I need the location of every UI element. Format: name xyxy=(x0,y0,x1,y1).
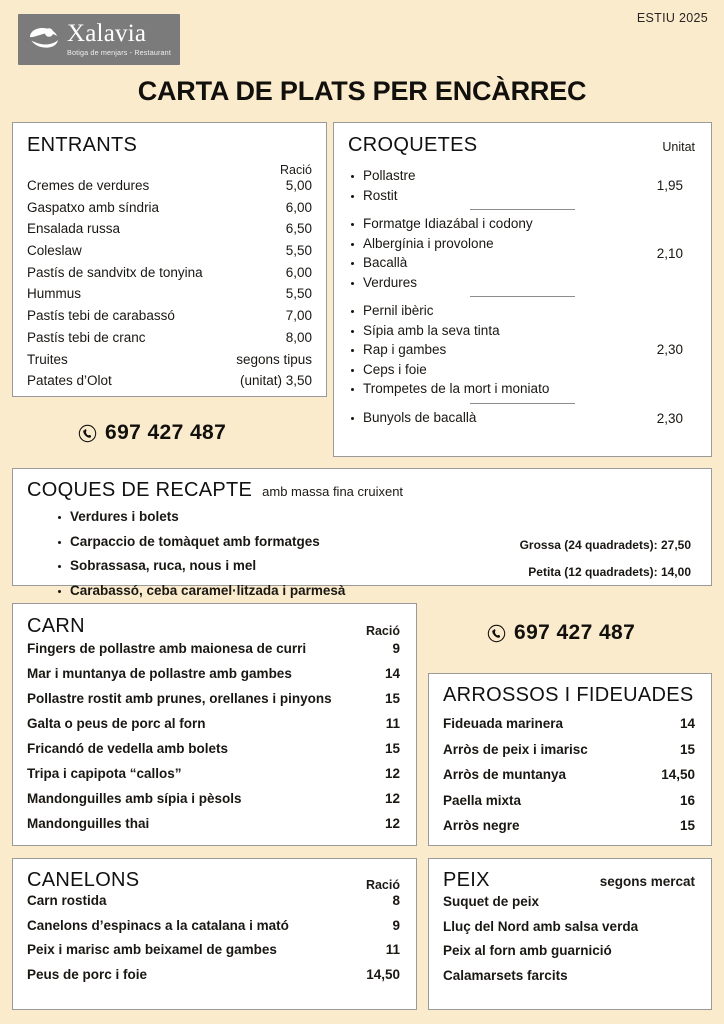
entrants-unit-label: Ració xyxy=(280,163,312,177)
section-entrants xyxy=(12,122,327,397)
item-price: 5,00 xyxy=(285,178,312,193)
group-price: 2,10 xyxy=(656,245,683,261)
item-name: Pastís de sandvitx de tonyina xyxy=(27,264,203,280)
section-title-coques: COQUES DE RECAPTE xyxy=(27,479,253,501)
phone-circle-icon xyxy=(487,624,506,643)
phone-number-primary[interactable] xyxy=(78,421,226,445)
list-item xyxy=(27,667,400,681)
section-title-arrossos: ARROSSOS I FIDEUADES xyxy=(443,684,694,706)
item-price: 11 xyxy=(385,942,400,957)
item-name: Pastís tebi de carabassó xyxy=(27,308,175,324)
item-name: Lluç del Nord amb salsa verda xyxy=(443,918,639,934)
list-item xyxy=(27,179,312,193)
list-item: Pollastre xyxy=(348,169,416,183)
list-item xyxy=(443,768,695,782)
group-divider xyxy=(470,296,575,297)
section-title-entrants: ENTRANTS xyxy=(27,134,138,156)
list-item xyxy=(27,968,400,982)
item-name: Mar i muntanya de pollastre amb gambes xyxy=(27,666,292,681)
item-price: 9 xyxy=(392,917,400,933)
list-item xyxy=(443,895,695,909)
croquetes-group xyxy=(348,304,695,396)
canelons-unit-label: Ració xyxy=(365,878,400,892)
item-price: 12 xyxy=(384,791,400,806)
list-item: Sobrassasa, ruca, nous i mel xyxy=(55,559,345,573)
list-item xyxy=(443,717,695,731)
carn-unit-label: Ració xyxy=(365,624,400,638)
list-item xyxy=(27,792,400,806)
list-item: Carabassó, ceba caramel·litzada i parmesà xyxy=(55,584,345,598)
item-name: Suquet de peix xyxy=(443,894,540,909)
coques-price-petita: Petita (12 quadradets): 14,00 xyxy=(528,565,691,579)
list-item: Pernil ibèric xyxy=(348,304,549,318)
item-name: Fricandó de vedella amb bolets xyxy=(27,741,229,756)
item-name: Fideuada marinera xyxy=(443,716,564,731)
section-croquetes xyxy=(333,122,712,457)
item-name: Peix i marisc amb beixamel de gambes xyxy=(27,942,277,957)
list-item xyxy=(443,819,695,833)
phone-circle-icon xyxy=(78,424,97,443)
list-item xyxy=(27,717,400,731)
item-price: 9 xyxy=(392,641,400,656)
item-name: Coleslaw xyxy=(27,243,82,259)
coques-price-grossa: Grossa (24 quadradets): 27,50 xyxy=(519,538,691,552)
list-item xyxy=(27,742,400,756)
list-item xyxy=(27,353,312,367)
section-coques-de-recapte xyxy=(12,468,712,598)
list-item xyxy=(443,920,695,934)
item-name: Gaspatxo amb síndria xyxy=(27,199,160,215)
group-price: 1,95 xyxy=(656,178,683,193)
list-item: Carpaccio de tomàquet amb formatges xyxy=(55,535,345,549)
phone-number-secondary[interactable] xyxy=(487,621,635,645)
item-name: Arròs de muntanya xyxy=(443,767,567,782)
group-divider xyxy=(470,403,575,404)
croquetes-group xyxy=(348,411,695,426)
group-price: 2,30 xyxy=(656,342,683,358)
list-item: Sípia amb la seva tinta xyxy=(348,324,549,338)
item-name: Mandonguilles thai xyxy=(27,816,150,831)
peix-item-list xyxy=(443,895,695,982)
item-price: 6,00 xyxy=(285,264,312,280)
list-item: Ceps i foie xyxy=(348,363,549,377)
entrants-item-list xyxy=(27,179,312,388)
item-price: (unitat) 3,50 xyxy=(239,373,312,389)
list-item xyxy=(27,222,312,236)
list-item xyxy=(27,287,312,301)
section-title-peix: PEIX xyxy=(443,869,490,891)
list-item: Bacallà xyxy=(348,256,533,270)
list-item xyxy=(27,309,312,323)
item-name: Carn rostida xyxy=(27,893,107,908)
item-price: 8,00 xyxy=(285,329,312,345)
item-price: 14,50 xyxy=(661,767,695,782)
list-item xyxy=(27,244,312,258)
item-name: Canelons d’espinacs a la catalana i mató xyxy=(27,917,289,933)
item-price: 15 xyxy=(384,741,400,756)
section-canelons xyxy=(12,858,417,1010)
item-price: 15 xyxy=(679,741,695,757)
group-price: 2,30 xyxy=(656,410,683,426)
section-arrossos-i-fideuades xyxy=(428,673,712,846)
item-name: Arròs de peix i imarisc xyxy=(443,741,588,757)
croquetes-group xyxy=(348,217,695,289)
list-item xyxy=(27,331,312,345)
list-item: Albergínia i provolone xyxy=(348,237,533,251)
list-item: Bunyols de bacallà xyxy=(348,411,476,425)
item-name: Hummus xyxy=(27,286,82,302)
list-item: Rostit xyxy=(348,189,416,203)
list-item: Rap i gambes xyxy=(348,343,549,357)
item-price: 5,50 xyxy=(285,243,312,259)
list-item xyxy=(443,743,695,757)
peix-note: segons mercat xyxy=(599,874,695,889)
section-title-carn: CARN xyxy=(27,615,85,637)
item-price: 12 xyxy=(384,766,400,781)
canelons-item-list xyxy=(27,894,400,981)
list-item xyxy=(27,767,400,781)
item-price: 11 xyxy=(385,716,400,731)
item-price: 16 xyxy=(679,792,695,808)
section-title-canelons: CANELONS xyxy=(27,869,140,891)
list-item: Formatge Idiazábal i codony xyxy=(348,217,533,231)
logo-wordmark: Xalavia xyxy=(67,19,147,47)
item-price: 14 xyxy=(384,666,400,681)
list-item xyxy=(443,969,695,983)
item-name: Calamarsets farcits xyxy=(443,967,568,983)
item-price: 6,00 xyxy=(285,199,312,215)
season-label: ESTIU 2025 xyxy=(636,11,708,25)
croquetes-unit-label: Unitat xyxy=(662,140,695,154)
item-price: 5,50 xyxy=(285,286,312,302)
list-item: Verdures i bolets xyxy=(55,510,345,524)
section-title-croquetes: CROQUETES xyxy=(348,134,478,156)
coques-price-list xyxy=(520,538,691,608)
list-item xyxy=(27,266,312,280)
item-price: 15 xyxy=(679,818,695,833)
phone-number-text: 697 427 487 xyxy=(105,421,227,444)
list-item xyxy=(27,919,400,933)
item-name: Arròs negre xyxy=(443,818,520,833)
item-name: Peix al forn amb guarnició xyxy=(443,943,612,958)
list-item xyxy=(27,201,312,215)
list-item xyxy=(27,943,400,957)
item-name: Peus de porc i foie xyxy=(27,966,148,982)
list-item xyxy=(443,944,695,958)
page-header xyxy=(0,0,724,70)
item-name: Fingers de pollastre amb maionesa de curri xyxy=(27,641,307,656)
list-item: Verdures xyxy=(348,276,533,290)
section-peix xyxy=(428,858,712,1010)
list-item xyxy=(27,642,400,656)
item-price: 14 xyxy=(679,716,695,731)
group-divider xyxy=(470,209,575,210)
item-price: 15 xyxy=(384,691,400,706)
list-item xyxy=(27,692,400,706)
croquetes-group xyxy=(348,169,695,202)
item-name: Galta o peus de porc al forn xyxy=(27,716,206,731)
item-name: Ensalada russa xyxy=(27,221,121,237)
list-item xyxy=(27,817,400,831)
item-name: Tripa i capipota “callos” xyxy=(27,766,182,781)
item-price: 12 xyxy=(384,816,400,831)
item-name: Truites xyxy=(27,351,68,367)
item-name: Mandonguilles amb sípia i pèsols xyxy=(27,791,242,806)
item-name: Patates d’Olot xyxy=(27,373,112,389)
list-item xyxy=(27,374,312,388)
coques-item-list xyxy=(55,510,345,608)
item-name: Pollastre rostit amb prunes, orellanes i pinyons xyxy=(27,691,332,706)
logo-tagline: Botiga de menjars - Restaurant xyxy=(67,47,171,57)
arrossos-item-list xyxy=(443,717,695,833)
item-price: 6,50 xyxy=(285,221,312,237)
list-item xyxy=(27,894,400,908)
page-title: CARTA DE PLATS PER ENCÀRREC xyxy=(137,76,587,106)
phone-number-text: 697 427 487 xyxy=(514,621,636,644)
plate-spoon-icon xyxy=(27,25,61,51)
item-name: Pastís tebi de cranc xyxy=(27,329,146,345)
list-item xyxy=(443,794,695,808)
item-name: Paella mixta xyxy=(443,792,522,808)
item-price: 8 xyxy=(392,893,400,908)
item-name: Cremes de verdures xyxy=(27,178,150,193)
item-price: 7,00 xyxy=(285,308,312,324)
brand-logo xyxy=(18,14,180,65)
coques-subtitle: amb massa fina cruixent xyxy=(262,484,404,499)
carn-item-list xyxy=(27,642,400,831)
item-price: segons tipus xyxy=(236,351,312,367)
section-carn xyxy=(12,603,417,846)
list-item: Trompetes de la mort i moniato xyxy=(348,382,549,396)
item-price: 14,50 xyxy=(366,966,400,982)
